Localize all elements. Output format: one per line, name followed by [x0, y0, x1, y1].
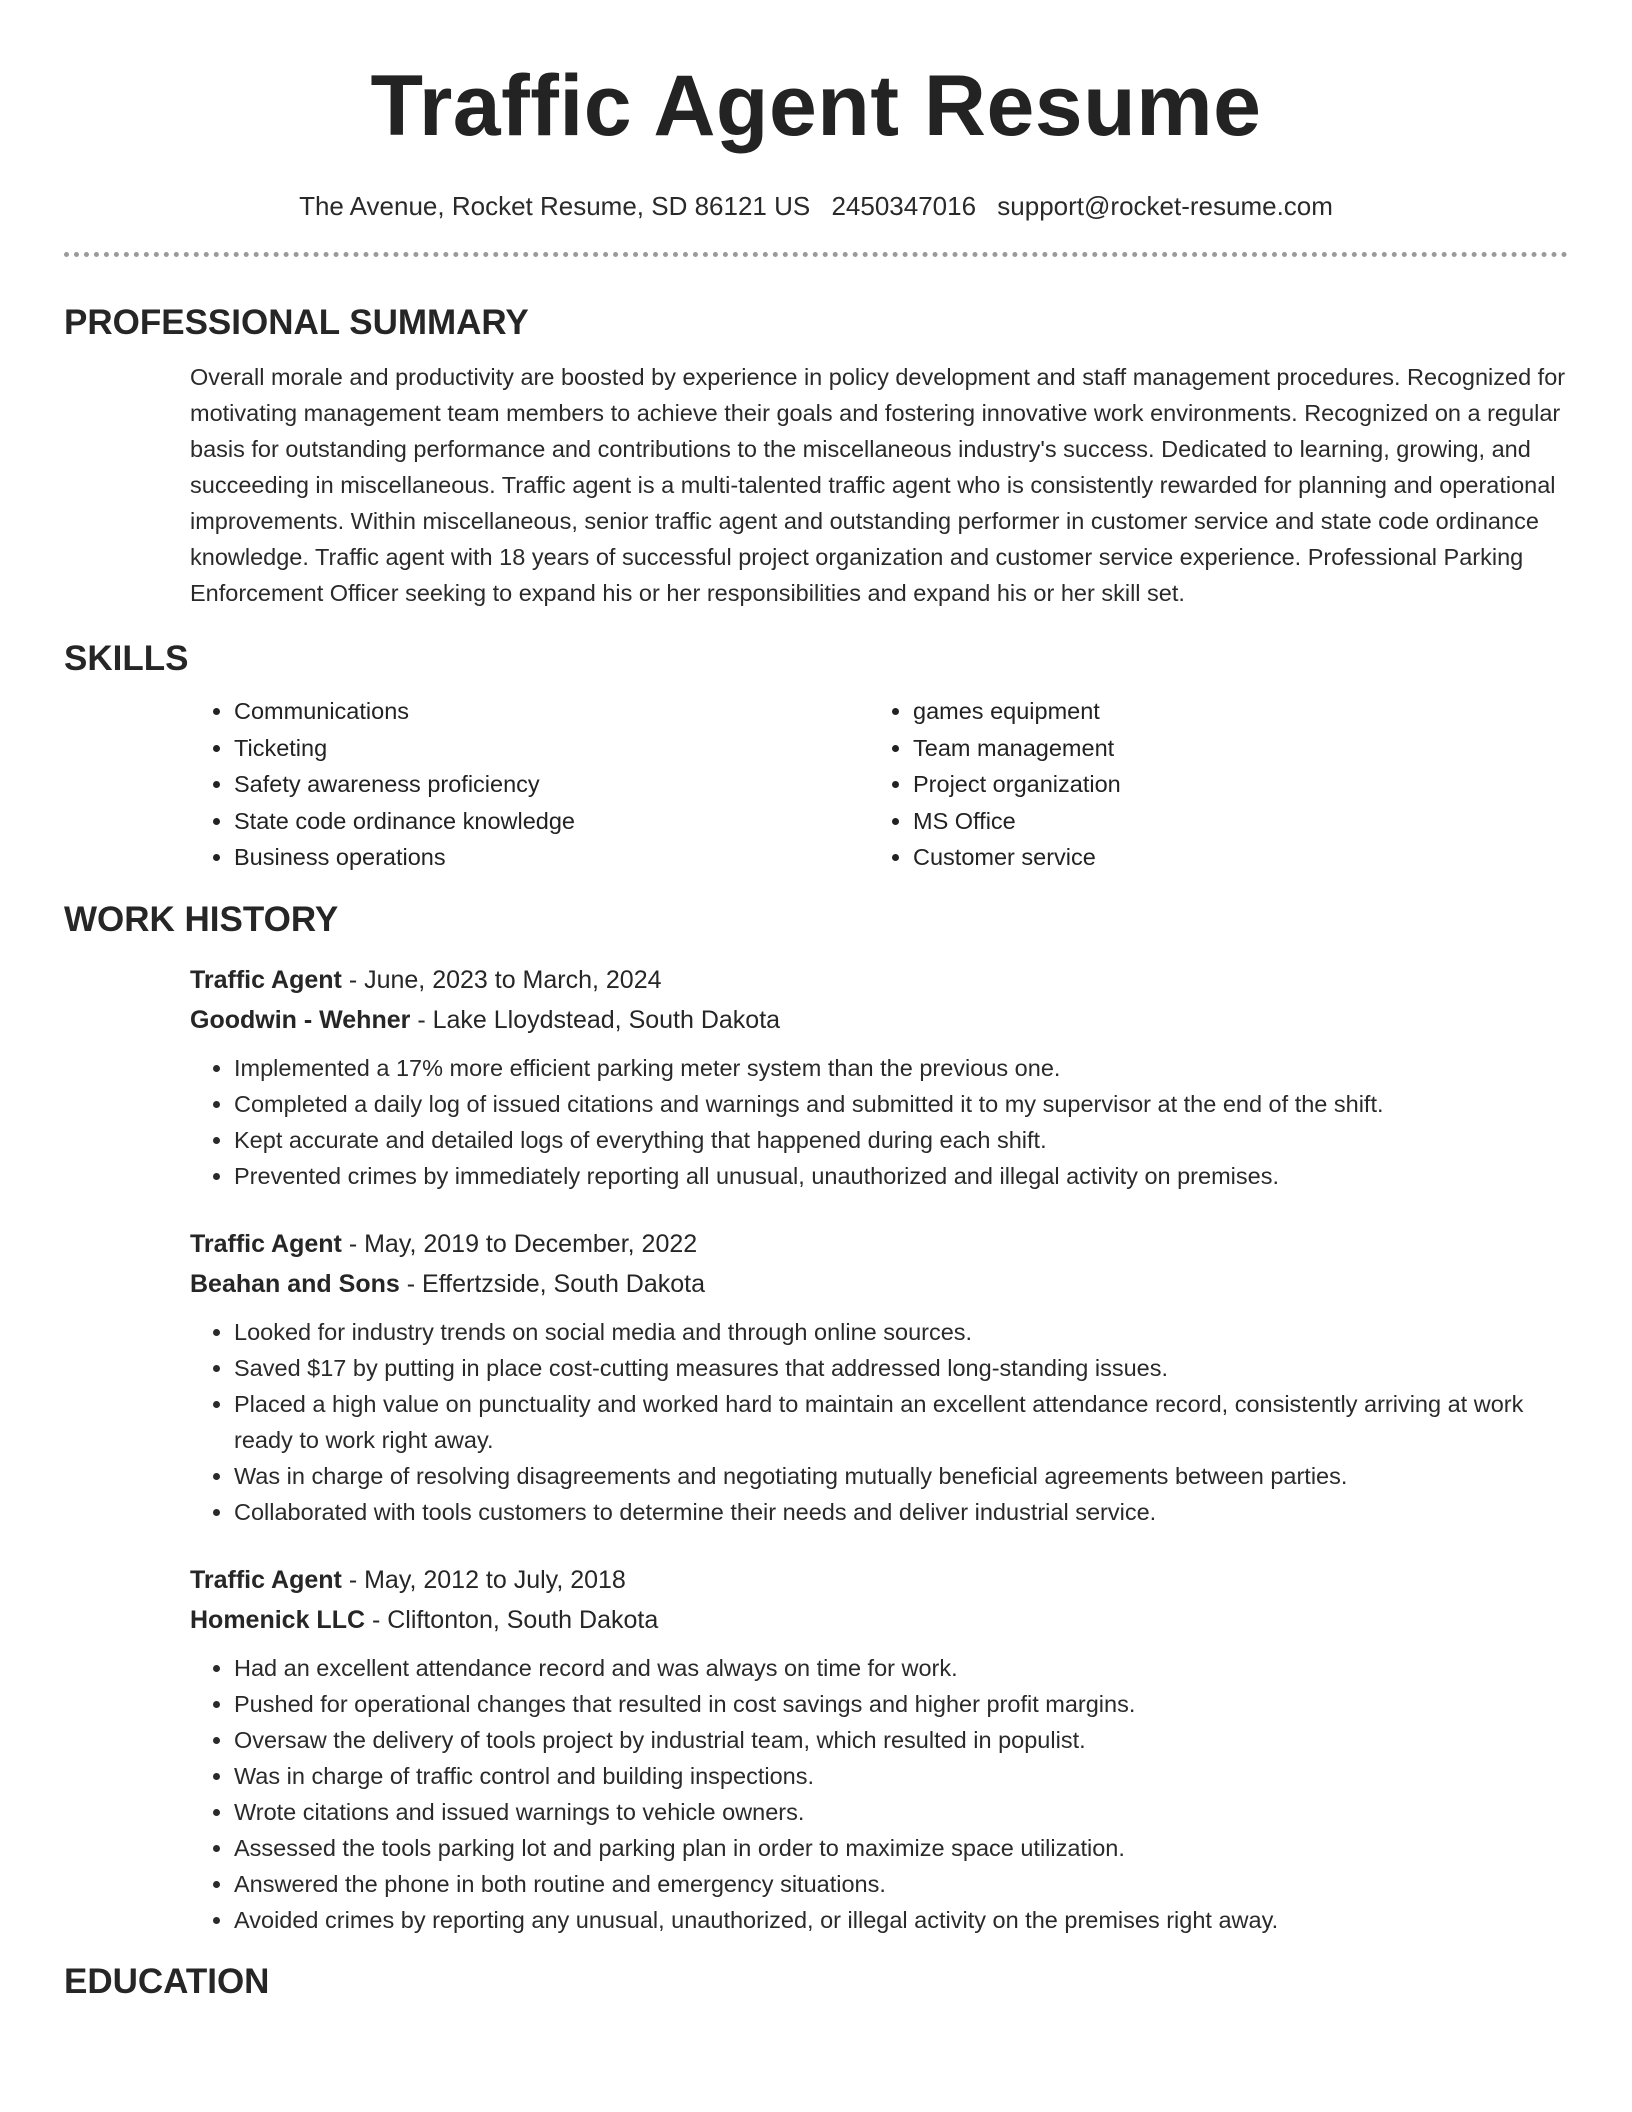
- skill-item: • games equipment: [913, 693, 1548, 730]
- skill-item: • Customer service: [913, 839, 1548, 876]
- job-bullet: • Placed a high value on punctuality and worked hard to maintain an excellent attendance record, consistently arriving at work ready to work right away.: [234, 1386, 1568, 1458]
- contact-phone[interactable]: 2450347016: [831, 191, 977, 221]
- job-bullets: [190, 1050, 1568, 1194]
- job-location: - Lake Lloydstead, South Dakota: [410, 1005, 781, 1034]
- resume-title: Traffic Agent Resume: [370, 58, 1262, 154]
- job-bullet: • Pushed for operational changes that resulted in cost savings and higher profit margins.: [234, 1686, 1568, 1722]
- job-entry: [190, 1224, 1568, 1530]
- job-title: Traffic Agent: [190, 1229, 342, 1258]
- header-divider: [64, 252, 1568, 257]
- job-dates: - May, 2012 to July, 2018: [341, 1565, 626, 1594]
- skills-column-left: [190, 693, 869, 876]
- skill-item: • Project organization: [913, 766, 1548, 803]
- skills-list: [190, 693, 1568, 876]
- job-bullet: • Prevented crimes by immediately reporting all unusual, unauthorized and illegal activity on premises.: [234, 1158, 1568, 1194]
- job-location: - Cliftonton, South Dakota: [365, 1605, 659, 1634]
- job-company-line: [190, 1600, 1568, 1640]
- education-heading: EDUCATION: [64, 1961, 270, 2001]
- job-bullet: • Collaborated with tools customers to determine their needs and deliver industrial service.: [234, 1494, 1568, 1530]
- skills-column-right: [869, 693, 1548, 876]
- skill-item: • MS Office: [913, 803, 1548, 840]
- job-bullet: • Was in charge of resolving disagreements and negotiating mutually beneficial agreements between parties.: [234, 1458, 1568, 1494]
- skill-item: • State code ordinance knowledge: [234, 803, 869, 840]
- skills-heading: SKILLS: [64, 639, 189, 678]
- job-title: Traffic Agent: [190, 1565, 342, 1594]
- job-company: Homenick LLC: [190, 1605, 366, 1634]
- skill-item: • Team management: [913, 730, 1548, 767]
- job-entry: [190, 960, 1568, 1194]
- job-bullet: • Looked for industry trends on social media and through online sources.: [234, 1314, 1568, 1350]
- job-dates: - June, 2023 to March, 2024: [341, 965, 662, 994]
- job-bullet: • Was in charge of traffic control and building inspections.: [234, 1758, 1568, 1794]
- job-bullet: • Avoided crimes by reporting any unusual, unauthorized, or illegal activity on the premises right away.: [234, 1902, 1568, 1938]
- job-bullets: [190, 1650, 1568, 1938]
- job-company: Goodwin - Wehner: [190, 1005, 411, 1034]
- job-dates: - May, 2019 to December, 2022: [341, 1229, 698, 1258]
- job-title: Traffic Agent: [190, 965, 342, 994]
- job-bullets: [190, 1314, 1568, 1530]
- job-bullet: • Assessed the tools parking lot and parking plan in order to maximize space utilization.: [234, 1830, 1568, 1866]
- summary-heading: PROFESSIONAL SUMMARY: [64, 303, 529, 342]
- job-entry: [190, 1560, 1568, 1938]
- job-company-line: [190, 1264, 1568, 1304]
- job-title-line: [190, 960, 1568, 1000]
- job-title-line: [190, 1224, 1568, 1264]
- job-title-line: [190, 1560, 1568, 1600]
- summary-text: Overall morale and productivity are boosted by experience in policy development and staff management procedures. Recognized for motivating management team members to achieve their goals and fostering innovative work environments. Recognized on a regular basis for outstanding performance and contributions to the miscellaneous industry's success. Dedicated to learning, growing, and succeeding in miscellaneous. Traffic agent is a multi-talented traffic agent who is consistently rewarded for planning and operational improvements. Within miscellaneous, senior traffic agent and outstanding performer in customer service and state code ordinance knowledge. Traffic agent with 18 years of successful project organization and customer service experience. Professional Parking Enforcement Officer seeking to expand his or her responsibilities and expand his or her skill set.: [190, 364, 1566, 606]
- job-bullet: • Kept accurate and detailed logs of everything that happened during each shift.: [234, 1122, 1568, 1158]
- skill-item: • Ticketing: [234, 730, 869, 767]
- job-bullet: • Implemented a 17% more efficient parking meter system than the previous one.: [234, 1050, 1568, 1086]
- skill-item: • Business operations: [234, 839, 869, 876]
- job-bullet: • Saved $17 by putting in place cost-cutting measures that addressed long-standing issues.: [234, 1350, 1568, 1386]
- skill-item: • Safety awareness proficiency: [234, 766, 869, 803]
- job-company: Beahan and Sons: [190, 1269, 400, 1298]
- job-bullet: • Wrote citations and issued warnings to vehicle owners.: [234, 1794, 1568, 1830]
- contact-email[interactable]: support@rocket-resume.com: [997, 191, 1333, 221]
- job-bullet: • Answered the phone in both routine and emergency situations.: [234, 1866, 1568, 1902]
- work-history-heading: WORK HISTORY: [64, 899, 339, 939]
- contact-line: [64, 190, 1568, 222]
- contact-address: The Avenue, Rocket Resume, SD 86121 US: [299, 191, 811, 221]
- job-bullet: • Oversaw the delivery of tools project by industrial team, which resulted in populist.: [234, 1722, 1568, 1758]
- job-bullet: • Had an excellent attendance record and was always on time for work.: [234, 1650, 1568, 1686]
- skill-item: • Communications: [234, 693, 869, 730]
- job-bullet: • Completed a daily log of issued citations and warnings and submitted it to my supervisor at the end of the shift.: [234, 1086, 1568, 1122]
- job-location: - Effertzside, South Dakota: [399, 1269, 706, 1298]
- job-company-line: [190, 1000, 1568, 1040]
